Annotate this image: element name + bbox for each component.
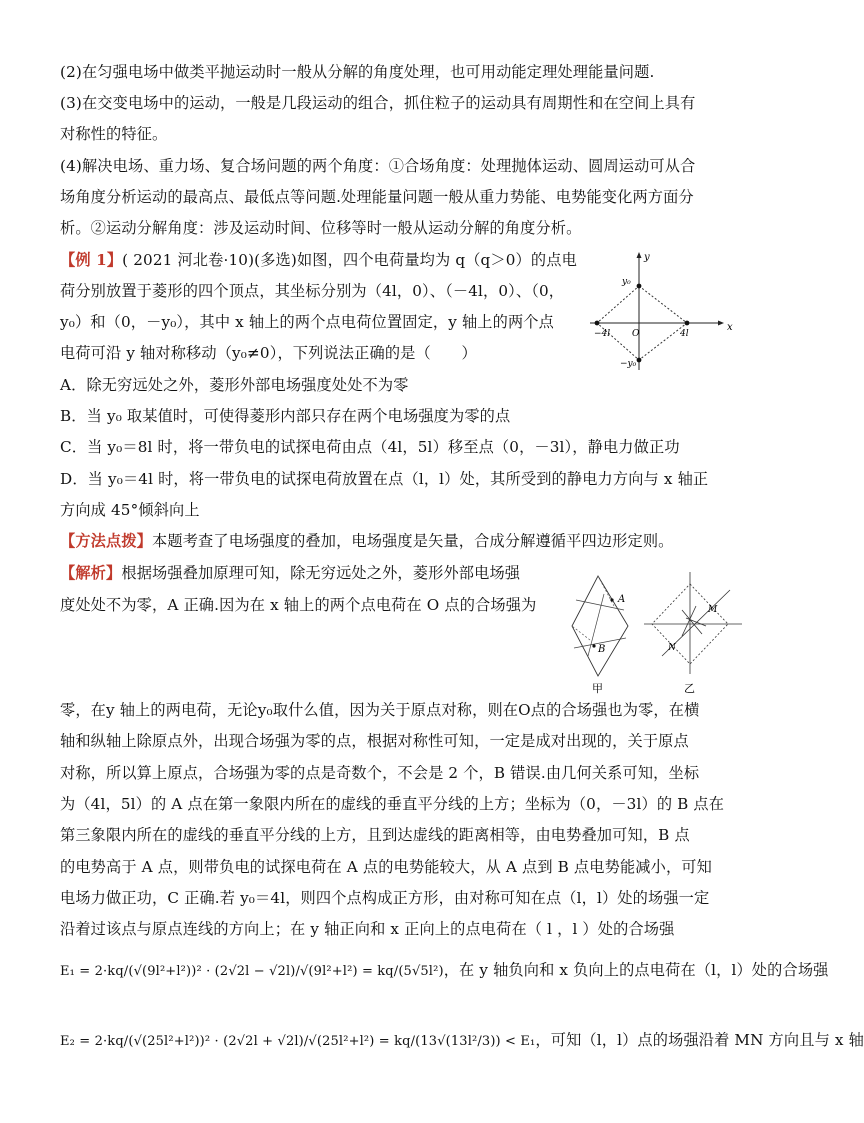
paragraph-4-line-1: (4)解决电场、重力场、复合场问题的两个角度：①合场角度：处理抛体运动、圆周运动可从合 — [60, 157, 696, 175]
solution-line-8: 的电势高于 A 点，则带负电的试探电荷在 A 点的电势能较大，从 A 点到 B 点电势能减小，可知 — [60, 858, 712, 876]
solution-tag: 【解析】 — [60, 564, 122, 582]
caption-yi: 乙 — [684, 682, 695, 695]
paragraph-3-line-2: 对称性的特征。 — [60, 125, 168, 143]
point-a-label: A — [618, 594, 626, 605]
solution-line-5: 对称，所以算上原点，合场强为零的点是奇数个，不会是 2 个，B 错误.由几何关系可知，坐标 — [60, 764, 700, 782]
rhombus-figure — [588, 250, 736, 375]
example-line-2: 荷分别放置于菱形的四个顶点，其坐标分别为（4l，0）、（－4l，0）、（0， — [60, 282, 565, 300]
example-line-4: 电荷可沿 y 轴对称移动（y₀≠0），下列说法正确的是（ ） — [60, 344, 477, 362]
option-c: C．当 y₀＝8l 时，将一带负电的试探电荷由点（4l，5l）移至点（0，－3l），静电力做正功 — [60, 438, 680, 456]
equation-1-after: ，在 y 轴负向和 x 负向上的点电荷在（l，l）处的合场强 — [443, 961, 829, 979]
diagram-jia — [572, 576, 628, 695]
jia-rhombus — [572, 576, 628, 676]
example-line-1 — [60, 250, 577, 270]
x-axis-arrow — [718, 321, 724, 326]
jia-bisector-2 — [572, 626, 590, 640]
point-n-label: N — [668, 643, 676, 653]
yi-vector-3 — [686, 618, 706, 626]
equation-1-line — [60, 960, 829, 982]
method-tag: 【方法点拨】 — [60, 532, 153, 550]
label-4l: 4l — [680, 329, 689, 339]
solution-line-6: 为（4l，5l）的 A 点在第一象限内所在的虚线的垂直平分线的上方；坐标为（0，－3l）的 B 点在 — [60, 795, 725, 813]
charge-bottom — [637, 358, 642, 363]
label-y0: y₀ — [622, 277, 631, 287]
label-neg-y0: −y₀ — [620, 359, 637, 369]
example-tag: 【例 1】 — [60, 251, 123, 269]
example-text-1: ( 2021 河北卷·10)(多选)如图，四个电荷量均为 q（q＞0）的点电 — [122, 251, 577, 269]
option-d-line-1: D．当 y₀＝4l 时，将一带负电的试探电荷放置在点（l，l）处，其所受到的静电力方向与 x 轴正 — [60, 470, 709, 488]
y-axis-arrow — [637, 252, 642, 258]
paragraph-3-line-1: (3)在交变电场中的运动，一般是几段运动的组合，抓住粒子的运动具有周期性和在空间上具有 — [60, 94, 696, 112]
option-b: B．当 y₀ 取某值时，可使得菱形内部只存在两个电场强度为零的点 — [60, 407, 511, 425]
solution-line-7: 第三象限内所在的虚线的垂直平分线的上方，且到达虚线的距离相等，由电势叠加可知，B 点 — [60, 826, 690, 844]
diagram-yi — [644, 572, 742, 695]
solution-line-9: 电场力做正功，C 正确.若 y₀＝4l，则四个点构成正方形，由对称可知在点（l，l）处的场强一定 — [60, 889, 710, 907]
method-text: 本题考查了电场强度的叠加，电场强度是矢量，合成分解遵循平四边形定则。 — [152, 532, 674, 550]
charge-right — [685, 321, 690, 326]
equation-2-after: ，可知（l，l）点的场强沿着 MN 方向且与 x 轴 — [535, 1031, 864, 1049]
solution-line-10: 沿着过该点与原点连线的方向上；在 y 轴正向和 x 正向上的点电荷在（ l ，l ）处的合场强 — [60, 920, 675, 938]
option-a: A．除无穷远处之外，菱形外部电场强度处处不为零 — [60, 376, 409, 394]
solution-line-3: 零，在y 轴上的两电荷，无论y₀取什么值，因为关于原点对称，则在O点的合场强也为零，在横 — [60, 701, 700, 719]
y-axis-label: y — [644, 252, 650, 263]
label-origin: O — [632, 329, 640, 339]
point-b-label: B — [598, 644, 606, 655]
paragraph-4-line-2: 场角度分析运动的最高点、最低点等问题.处理能量问题一般从重力势能、电势能变化两方面分 — [60, 188, 694, 206]
point-b — [592, 644, 595, 647]
x-axis-label: x — [727, 322, 733, 333]
point-m-label: M — [708, 605, 718, 615]
caption-jia: 甲 — [592, 682, 603, 695]
label-neg-4l: −4l — [594, 329, 611, 339]
example-line-3: y₀）和（0，－y₀），其中 x 轴上的两个点电荷位置固定，y 轴上的两个点 — [60, 313, 554, 331]
option-d-line-2: 方向成 45°倾斜向上 — [60, 501, 200, 519]
paragraph-2: (2)在匀强电场中做类平抛运动时一般从分解的角度处理，也可用动能定理处理能量问题. — [60, 63, 655, 81]
point-a — [610, 598, 613, 601]
method-line — [60, 531, 674, 551]
equation-2-line — [60, 1030, 864, 1052]
solution-figure — [566, 570, 746, 695]
solution-line-4: 轴和纵轴上除原点外，出现合场强为零的点，根据对称性可知，一定是成对出现的，关于原点 — [60, 732, 689, 750]
equation-e1: E₁ = 2·kq/(√(9l²+l²))² · (2√2l − √2l)/√(9l²+l²) = kq/(5√5l²) — [60, 964, 444, 979]
charge-left — [595, 321, 600, 326]
equation-e2: E₂ = 2·kq/(√(25l²+l²))² · (2√2l + √2l)/√(25l²+l²) = kq/(13√(13l²/3)) < E₁ — [60, 1034, 536, 1049]
solution-line-1 — [60, 563, 520, 583]
charge-top — [637, 284, 642, 289]
paragraph-4-line-3: 析。②运动分解角度：涉及运动时间、位移等时一般从运动分解的角度分析。 — [60, 219, 582, 237]
solution-line-2: 度处处不为零，A 正确.因为在 x 轴上的两个点电荷在 O 点的合场强为 — [60, 596, 537, 614]
solution-text-1: 根据场强叠加原理可知，除无穷远处之外，菱形外部电场强 — [121, 564, 521, 582]
